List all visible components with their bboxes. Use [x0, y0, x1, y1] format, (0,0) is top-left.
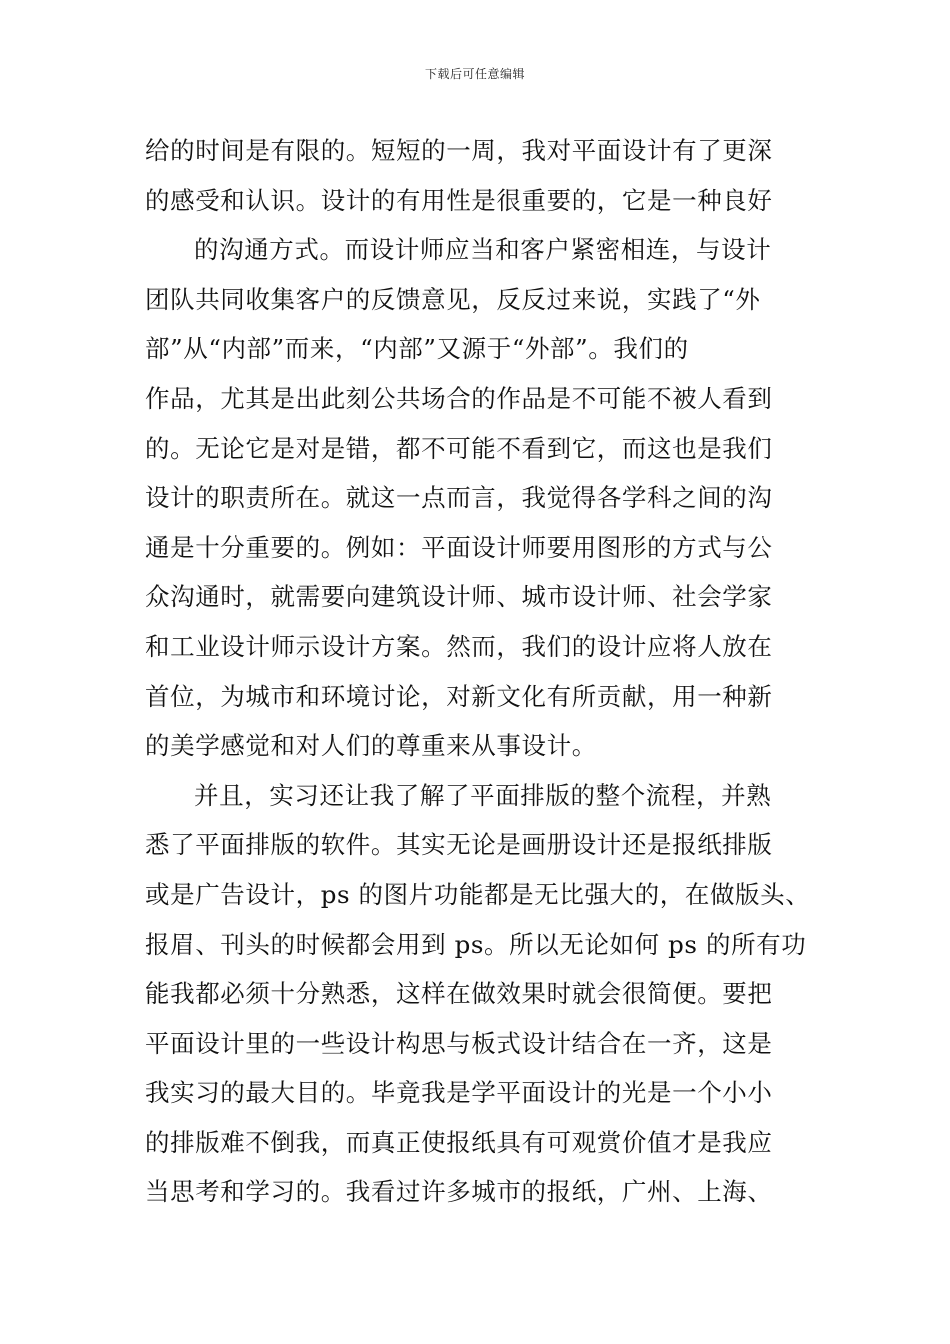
text-line: 或是广告设计，ps 的图片功能都是无比强大的，在做版头、 [145, 879, 811, 909]
text-line: 设计的职责所在。就这一点而言，我觉得各学科之间的沟 [145, 483, 773, 513]
text-line: 通是十分重要的。例如：平面设计师要用图形的方式与公 [145, 532, 773, 562]
text-line: 作品，尤其是出此刻公共场合的作品是不可能不被人看到 [145, 383, 773, 413]
text-line: 的沟通方式。而设计师应当和客户紧密相连，与设计 [194, 235, 772, 265]
text-line: 的。无论它是对是错，都不可能不看到它，而这也是我们 [145, 433, 773, 463]
page-header: 下载后可任意编辑 [424, 67, 525, 81]
text-line: 平面设计里的一些设计构思与板式设计结合在一齐，这是 [145, 1028, 773, 1058]
text-line: 部”从“内部”而来，“内部”又源于“外部”。我们的 [145, 334, 689, 364]
text-line: 的排版难不倒我，而真正使报纸具有可观赏价值才是我应 [145, 1127, 773, 1157]
text-line: 并且，实习还让我了解了平面排版的整个流程，并熟 [194, 780, 772, 810]
text-line: 首位，为城市和环境讨论，对新文化有所贡献，用一种新 [145, 681, 773, 711]
text-line: 能我都必须十分熟悉，这样在做效果时就会很简便。要把 [145, 979, 773, 1009]
text-line: 团队共同收集客户的反馈意见，反反过来说，实践了“外 [145, 284, 761, 314]
text-line: 我实习的最大目的。毕竟我是学平面设计的光是一个小小 [145, 1078, 773, 1108]
text-line: 的感受和认识。设计的有用性是很重要的，它是一种良好 [145, 185, 773, 215]
text-line: 悉了平面排版的软件。其实无论是画册设计还是报纸排版 [145, 830, 773, 860]
text-line: 当思考和学习的。我看过许多城市的报纸，广州、上海、 [145, 1177, 773, 1207]
text-line: 给的时间是有限的。短短的一周，我对平面设计有了更深 [145, 136, 773, 165]
text-line: 和工业设计师示设计方案。然而，我们的设计应将人放在 [145, 631, 773, 661]
body-text [145, 126, 835, 1217]
text-line: 的美学感觉和对人们的尊重来从事设计。 [145, 731, 597, 761]
text-line: 众沟通时，就需要向建筑设计师、城市设计师、社会学家 [145, 582, 773, 612]
text-line: 报眉、刊头的时候都会用到 ps。所以无论如何 ps 的所有功 [145, 929, 807, 959]
